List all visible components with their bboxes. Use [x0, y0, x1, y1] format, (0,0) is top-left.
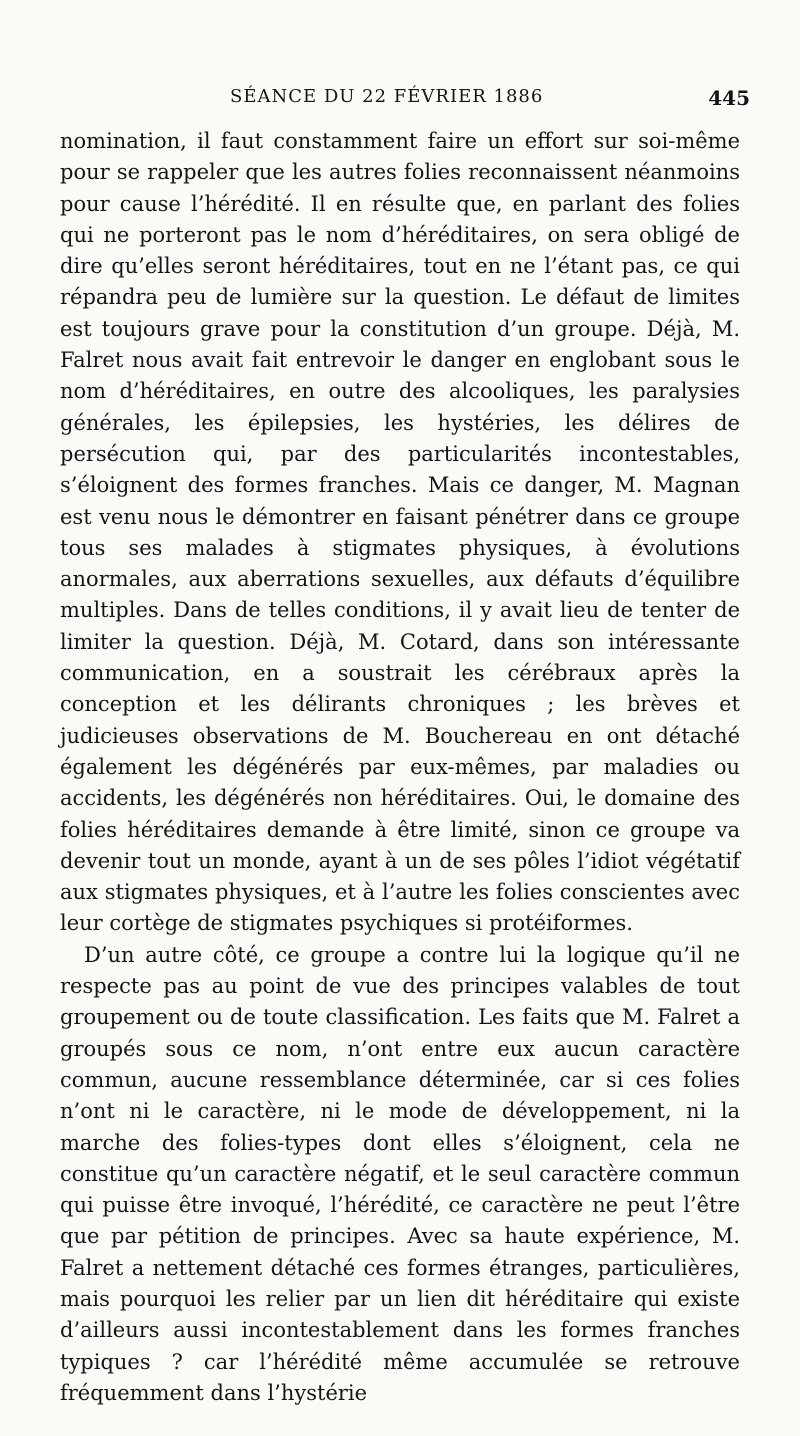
running-title: SÉANCE DU 22 FÉVRIER 1886: [230, 86, 544, 107]
body-text: [60, 126, 740, 1409]
page-number: 445: [708, 86, 750, 110]
running-head: [60, 86, 760, 126]
paragraph-1: nomination, il faut constamment faire un effort sur soi-même pour se rappeler que les autres folies reconnaissent néanmoins pour cause l’hérédité. Il en résulte que, en parlant des folies qui ne porteront pas le nom d’héréditaires, on sera obligé de dire qu’elles seront héréditaires, tout en ne l’étant pas, ce qui répandra peu de lumière sur la question. Le défaut de limites est toujours grave pour la constitution d’un groupe. Déjà, M. Falret nous avait fait entrevoir le danger en englobant sous le nom d’héréditaires, en outre des alcooliques, les paralysies générales, les épilepsies, les hystéries, les délires de persécution qui, par des particularités incontestables, s’éloignent des formes franches. Mais ce danger, M. Magnan est venu nous le démontrer en faisant pénétrer dans ce groupe tous ses malades à stigmates physiques, à évolutions anormales, aux aberrations sexuelles, aux défauts d’équilibre multiples. Dans de telles conditions, il y avait lieu de tenter de limiter la question. Déjà, M. Cotard, dans son intéressante communication, en a soustrait les cérébraux après la conception et les délirants chroniques ; les brèves et judicieuses observations de M. Bouchereau en ont détaché également les dégénérés par eux-mêmes, par maladies ou accidents, les dégénérés non héréditaires. Oui, le domaine des folies héréditaires demande à être limité, sinon ce groupe va devenir tout un monde, ayant à un de ses pôles l’idiot végétatif aux stigmates physiques, et à l’autre les folies conscientes avec leur cortège de stigmates psychiques si protéiformes.: [60, 129, 740, 936]
paragraph-2: D’un autre côté, ce groupe a contre lui la logique qu’il ne respecte pas au point de vue des principes valables de tout groupement ou de toute classification. Les faits que M. Falret a groupés sous ce nom, n’ont entre eux aucun caractère commun, aucune ressemblance déterminée, car si ces folies n’ont ni le caractère, ni le mode de développement, ni la marche des folies-types dont elles s’éloignent, cela ne constitue qu’un caractère négatif, et le seul caractère commun qui puisse être invoqué, l’hérédité, ce caractère ne peut l’être que par pétition de principes. Avec sa haute expérience, M. Falret a nettement détaché ces formes étranges, particulières, mais pourquoi les relier par un lien dit héréditaire qui existe d’ailleurs aussi incontestablement dans les formes franches typiques ? car l’hérédité même accumulée se retrouve fréquemment dans l’hystérie: [60, 942, 740, 1405]
